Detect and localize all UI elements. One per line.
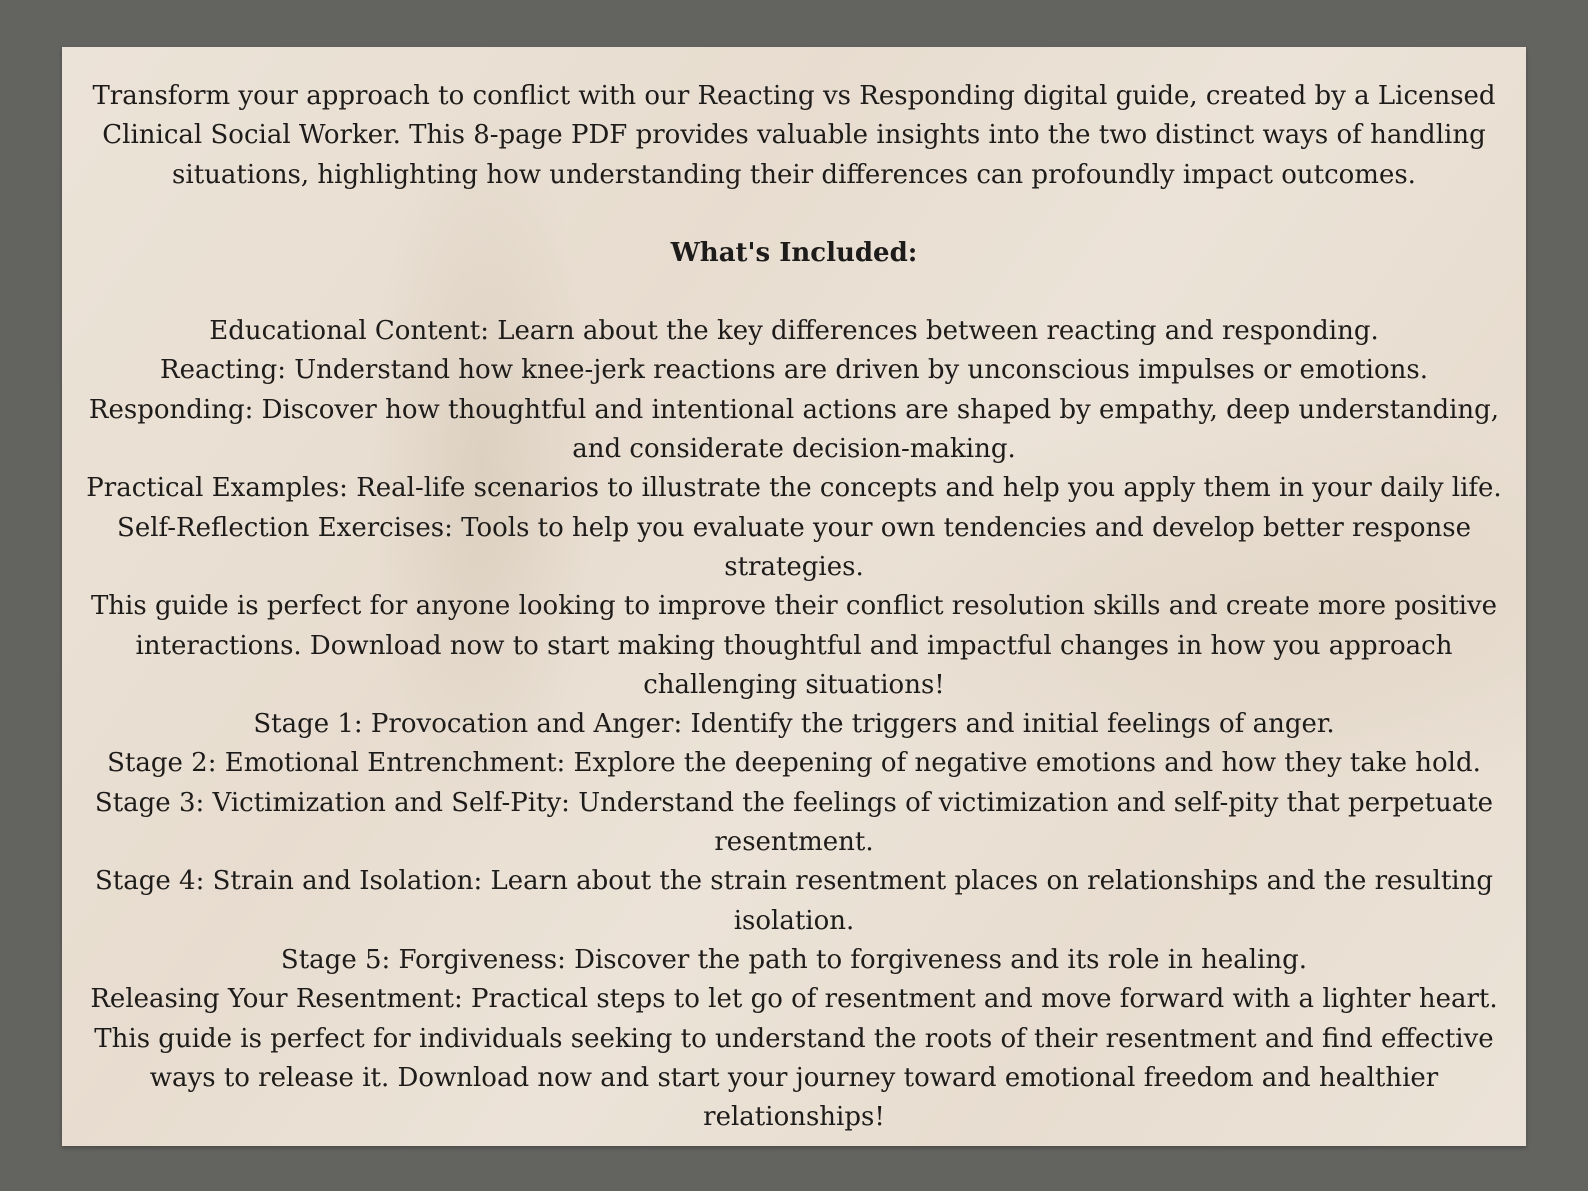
- line-stage-4: Stage 4: Strain and Isolation: Learn about the strain resentment places on relationships and the resulting isolation.: [94, 866, 1494, 936]
- line-stage-3: Stage 3: Victimization and Self-Pity: Understand the feelings of victimization and self-pity that perpetuate resentment.: [94, 787, 1494, 858]
- whats-included-heading: What's Included:: [670, 237, 918, 268]
- line-practical-examples: Practical Examples: Real-life scenarios to illustrate the concepts and help you apply them in your daily life.: [86, 473, 1502, 504]
- line-stage-2: Stage 2: Emotional Entrenchment: Explore the deepening of negative emotions and how they take hold.: [107, 748, 1481, 779]
- line-self-reflection: Self-Reflection Exercises: Tools to help you evaluate your own tendencies and develop better response strategies.: [117, 512, 1471, 582]
- description-panel: [62, 47, 1526, 1146]
- line-guide-summary-1: This guide is perfect for anyone looking to improve their conflict resolution skills and create more positive interactions. Download now to start making thoughtful and impactful changes in how you approach challenging situations!: [90, 591, 1498, 700]
- line-responding: Responding: Discover how thoughtful and intentional actions are shaped by empathy, deep understanding, and considerate decision-making.: [88, 394, 1500, 465]
- intro-paragraph: Transform your approach to conflict with our Reacting vs Responding digital guide, created by a Licensed Clinical Social Worker. This 8-page PDF provides valuable insights into the two distinct ways of handling situations, highlighting how understanding their differences can profoundly impact outcomes.: [92, 81, 1496, 190]
- line-educational-content: Educational Content: Learn about the key differences between reacting and responding.: [209, 316, 1379, 347]
- description-text: [62, 77, 1526, 1137]
- spacer: [80, 195, 1508, 234]
- line-reacting: Reacting: Understand how knee-jerk reactions are driven by unconscious impulses or emotions.: [160, 355, 1428, 386]
- line-releasing-resentment: Releasing Your Resentment: Practical steps to let go of resentment and move forward with a lighter heart.: [90, 984, 1498, 1015]
- spacer: [80, 273, 1508, 312]
- line-guide-summary-2: This guide is perfect for individuals seeking to understand the roots of their resentment and find effective ways to release it. Download now and start your journey toward emotional freedom and healthier relationships!: [94, 1023, 1494, 1133]
- line-stage-5: Stage 5: Forgiveness: Discover the path to forgiveness and its role in healing.: [280, 944, 1308, 975]
- line-stage-1: Stage 1: Provocation and Anger: Identify the triggers and initial feelings of anger.: [253, 709, 1335, 740]
